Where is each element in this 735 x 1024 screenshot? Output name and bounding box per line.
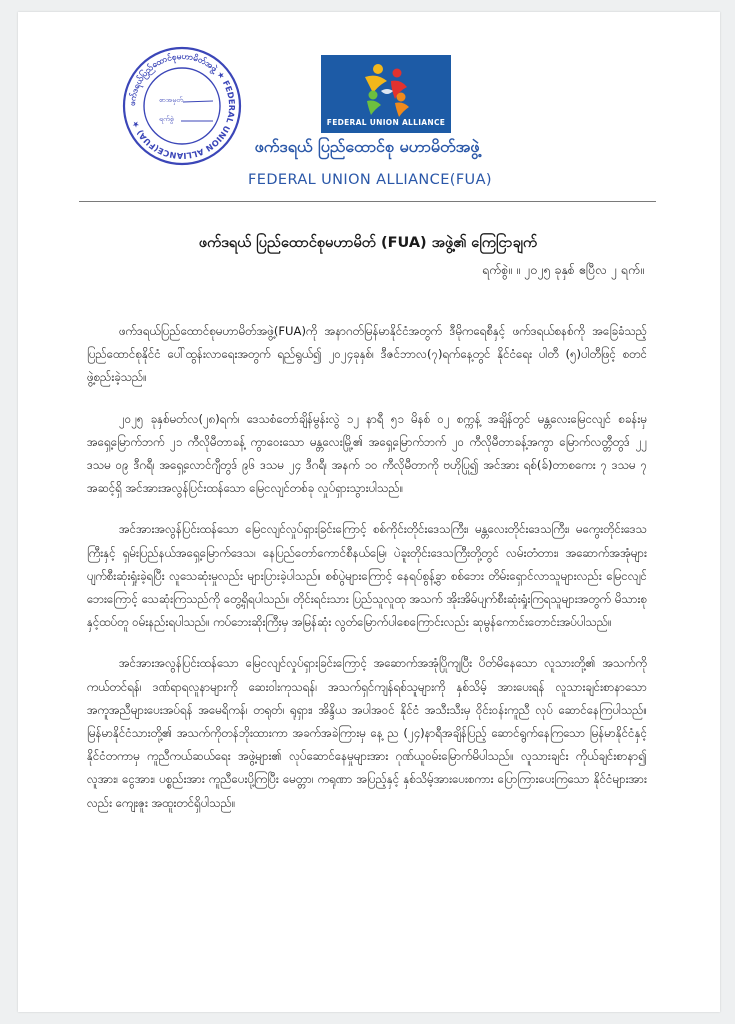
paragraph-damage: အင်အားအလွန်ပြင်းထန်သော မြေငလျင်လှုပ်ရှားခြင်းကြောင့် စစ်ကိုင်းတိုင်းဒေသကြီး၊ မန္တလေးတိုင်းဒေသကြီး၊ မကွေးတိုင်းဒေသကြီးနှင့် ရှမ်းပြည်နယ်အရှေ့မြောက်ဒေသ၊ နေပြည်တော်ကောင်စီနယ်မြေ၊ ပဲခူးတိုင်းဒေသကြီးတို့တွင် လမ်းတံတား၊ အဆောက်အအုံများ ပျက်စီးဆုံးရှုံးခဲ့ရပြီး လူသေဆုံးမှုလည်း များပြားခဲ့ပါသည်။ စစ်ပွဲများကြောင့် နေရပ်စွန့်ခွာ စစ်ဘေး တိမ်းရှောင်လာသူများလည်း မြေငလျင်ဘေးကြောင့် သေဆုံးကြသည်ကို တွေ့ရှိရပါသည်။ တိုင်းရင်းသား ပြည်သူလူထု အသက် အိုးအိမ်ပျက်စီးဆုံးရှုံးကြရသူများအတွက် မိသားစုနှင့်ထပ်တူ ဝမ်းနည်းရပါသည်။ ကပ်ဘေးဆိုးကြီးမှ အမြန်ဆုံး လွတ်မြောက်ပါစေကြောင်းလည်း ဆုမွန်ကောင်းတောင်းအပ်ပါသည်။ [87, 522, 647, 630]
seal-ring-text: ဖက်ဒရယ်ပြည်ထောင်စုမဟာမိတ်အဖွဲ့ ★ FEDERAL UNION ALLIANCE(FUA) ★ [126, 50, 238, 162]
document-title: ဖက်ဒရယ် ပြည်ထောင်စုမဟာမိတ် (FUA) အဖွဲ့၏ ကြေငြာချက် [198, 235, 538, 251]
document-date: ရက်စွဲ။ ။ ၂၀၂၅ ခုနှစ် ဧပြီလ ၂ ရက်။ [481, 262, 644, 277]
logo-text: FEDERAL UNION ALLIANCE [326, 118, 446, 127]
org-name-english: FEDERAL UNION ALLIANCE(FUA) [248, 172, 492, 188]
header-divider [79, 201, 656, 202]
document-page [18, 12, 720, 1012]
paragraph-founding: ဖက်ဒရယ်ပြည်ထောင်စုမဟာမိတ်အဖွဲ့(FUA)ကို အနာဂတ်မြန်မာနိုင်ငံအတွက် ဒီမိုကရေစီနှင့် ဖက်ဒရယ်စနစ်ကို အခြေခံသည့် ပြည်ထောင်စုနိုင်ငံ ပေါ်ထွန်းလာရေးအတွက် ရည်ရွယ်၍ ၂၀၂၄ခုနှစ်၊ ဒီဇင်ဘာလ(၇)ရက်နေ့တွင် နိုင်ငံရေး ပါတီ (၅)ပါတီဖြင့် စတင်ဖွဲ့စည်းခဲ့သည်။ [87, 324, 647, 385]
seal-ref-label: စာအမှတ် [159, 96, 184, 104]
official-seal [121, 45, 243, 167]
document-body [87, 320, 647, 833]
fua-logo [321, 55, 451, 133]
seal-graphic [121, 45, 243, 167]
seal-date-label: ရက်စွဲ [159, 115, 174, 123]
paragraph-earthquake-details: ၂၀၂၅ ခုနှစ်မတ်လ(၂၈)ရက်၊ ဒေသစံတော်ချိန်မွန်းလွဲ ၁၂ နာရီ ၅၁ မိနစ် ၀၂ စက္ကန့် အချိန်တွင် မန္တလေးမြေငလျင် စခန်းမှ အရှေ့မြောက်ဘက် ၂၁ ကီလိုမီတာခန့် ကွာဝေးသော မန္တလေးမြို့၏ အရှေ့မြောက်ဘက် ၂၀ ကီလိုမီတာခန့်အကွာ မြောက်လတ္တီတွဒ် ၂၂ ဒသမ ၀၉ ဒီဂရီ၊ အရှေ့လောင်ဂျီတွဒ် ၉၆ ဒသမ ၂၄ ဒီဂရီ၊ အနက် ၁၀ ကီလိုမီတာကို ဗဟိုပြု၍ အင်အား ရစ်(ခ်)တာစကေး ၇ ဒသမ ၇ အဆင့်ရှိ အင်အားအလွန်ပြင်းထန်သော မြေငလျင်တစ်ခု လှုပ်ရှားသွားပါသည်။ [87, 411, 648, 496]
paragraph-relief-thanks: အင်အားအလွန်ပြင်းထန်သော မြေငလျင်လှုပ်ရှားခြင်းကြောင့် အဆောက်အအုံပြိုကျပြီး ပိတ်မိနေသော လူသားတို့၏ အသက်ကိုကယ်တင်ရန်၊ ဒဏ်ရာရလူနာများကို ဆေးဝါးကုသရန်၊ အသက်ရှင်ကျန်ရစ်သူများကို နှစ်သိမ့် အားပေးရန် လူသားချင်းစာနာသော အကူအညီများပေးအပ်ရန် အမေရိကန်၊ တရုတ်၊ ရုရှား၊ အိန္ဒိယ အပါအဝင် နိုင်ငံ အသီးသီးမှ ဝိုင်းဝန်းကူညီ လုပ် ဆောင်နေကြပါသည်။ မြန်မာနိုင်ငံသားတို့၏ အသက်ကိုတန်ဘိုးထားကာ အခက်အခဲကြားမှ နေ့ ည (၂၄)နာရီအချိန်ပြည့် ဆောင်ရွက်နေကြသော မြန်မာနိုင်ငံနှင့် နိုင်ငံတကာမှ ကူညီကယ်ဆယ်ရေး အဖွဲ့များ၏ လုပ်ဆောင်နေမှုများအား ဂုဏ်ယူဝမ်းမြောက်မိပါသည်။ လူသားချင်း ကိုယ်ချင်းစာနာ၍ လူအား၊ ငွေအား၊ ပစ္စည်းအား ကူညီပေးပို့ကြပြီး မေတ္တာ၊ ကရုဏာ အပြည့်နှင့် နှစ်သိမ့်အားပေးစကား ပြောကြားပေးကြသော နိုင်ငံများအားလည်း ကျေးဇူး အထူးတင်ရှိပါသည်။ [87, 656, 647, 810]
org-name-burmese: ဖက်ဒရယ် ပြည်ထောင်စု မဟာမိတ်အဖွဲ့ [254, 137, 480, 156]
